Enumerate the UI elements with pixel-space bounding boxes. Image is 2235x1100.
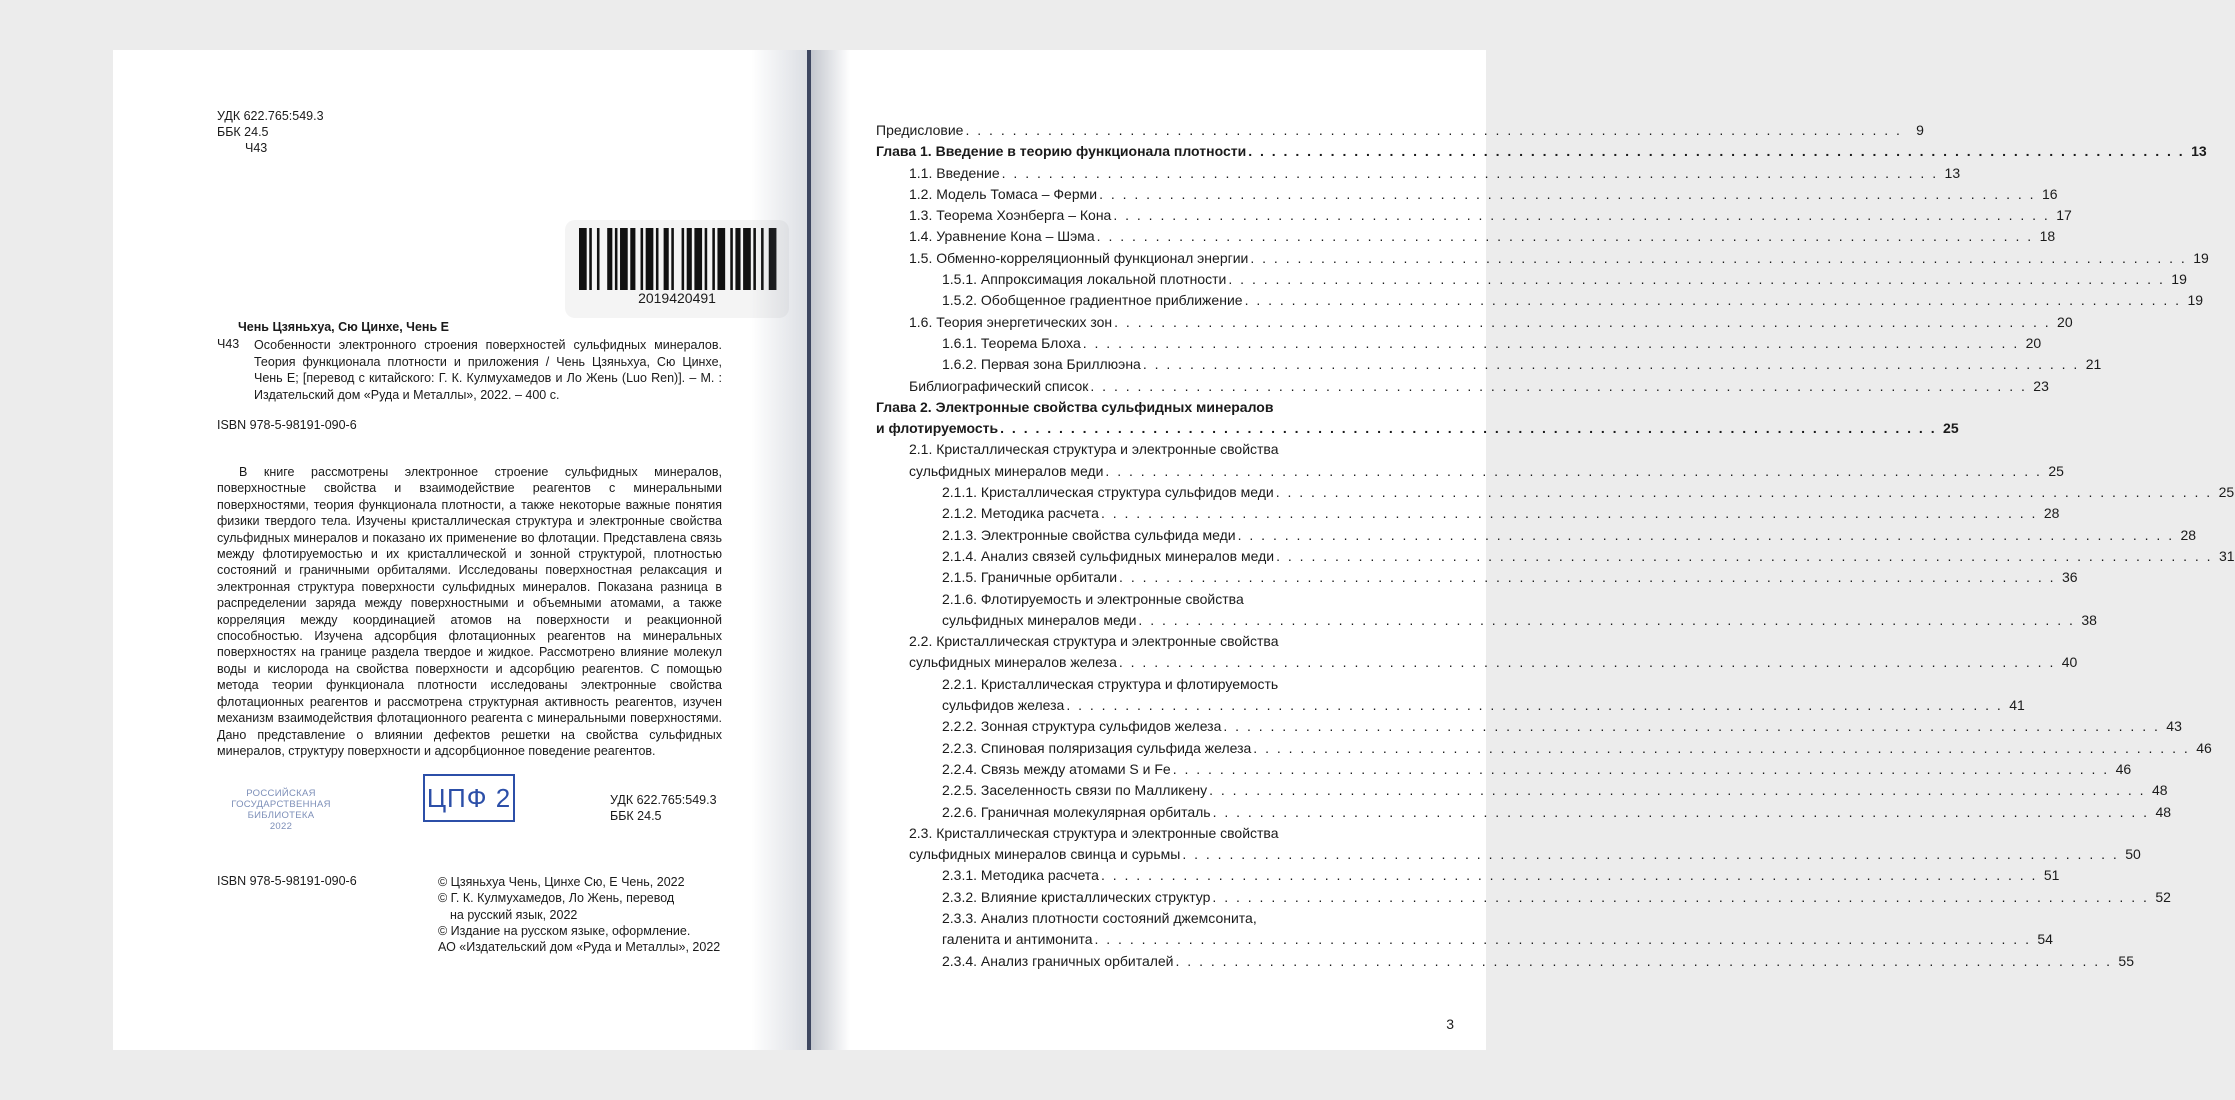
bibliographic-description: Особенности электронного строения поверхностей сульфидных минералов. Теория функционала плотности и приложения / Чень Цзяньхуа, Сю Цинхе, Чень Е; [перевод с китайского: Г. К. Кулмухамедов и Ло Жень (Luo Ren)]. – М. : Издательский дом «Руда и Металлы», 2022. – 400 с. <box>254 338 722 402</box>
toc-entry <box>876 141 2207 162</box>
toc-entry-title: 2.2.2. Зонная структура сульфидов железа <box>942 718 1222 735</box>
toc-leader-dots: . . . . . . . . . . . . . . . . . . . . . . . . . . . . . . . . . . . . . . . . . . . . . . . . . . . . . . . . . . . . . . . . . . . . . . . . . . . . . . . . <box>1250 249 2187 266</box>
toc-leader-dots: . . . . . . . . . . . . . . . . . . . . . . . . . . . . . . . . . . . . . . . . . . . . . . . . . . . . . . . . . . . . . . . . . . . . . . . . . . . . . . . . <box>1275 484 2213 501</box>
toc-entry-title: 2.3.4. Анализ граничных орбиталей <box>942 952 1174 969</box>
toc-leader-dots: . . . . . . . . . . . . . . . . . . . . . . . . . . . . . . . . . . . . . . . . . . . . . . . . . . . . . . . . . . . . . . . . . . . . . . . . . . . . . . . . <box>1209 782 2146 799</box>
toc-entry <box>876 354 2102 375</box>
toc-leader-dots: . . . . . . . . . . . . . . . . . . . . . . . . . . . . . . . . . . . . . . . . . . . . . . . . . . . . . . . . . . . . . . . . . . . . . . . . . . . . . . . . <box>1228 271 2165 288</box>
toc-entry <box>876 418 1959 439</box>
toc-leader-dots: . . . . . . . . . . . . . . . . . . . . . . . . . . . . . . . . . . . . . . . . . . . . . . . . . . . . . . . . . . . . . . . . . . . . . . . . . . . . . . . . <box>1138 611 2075 628</box>
toc-entry-title: 1.5.1. Аппроксимация локальной плотности <box>942 271 1227 288</box>
toc-entry <box>876 887 2171 908</box>
toc-entry-title: 2.2.6. Граничная молекулярная орбиталь <box>942 803 1211 820</box>
toc-entry-title: Глава 2. Электронные свойства сульфидных минералов <box>876 398 1274 415</box>
toc-entry-title: 2.3.1. Методика расчета <box>942 867 1099 884</box>
toc-entry-page: 52 <box>2155 888 2171 905</box>
toc-leader-dots: . . . . . . . . . . . . . . . . . . . . . . . . . . . . . . . . . . . . . . . . . . . . . . . . . . . . . . . . . . . . . . . . . . . . . . . . . . . . . . . . <box>1118 654 2056 671</box>
toc-entry-page: 9 <box>1916 122 1924 138</box>
toc-entry-title: 2.3. Кристаллическая структура и электронные свойства <box>909 824 1279 841</box>
toc-entry-title: 2.2. Кристаллическая структура и электронные свойства <box>909 633 1279 650</box>
toc-entry <box>876 695 2025 716</box>
toc-entry-title: и флотируемость <box>876 420 999 437</box>
toc-entry <box>876 823 1404 844</box>
toc-leader-dots: . . . . . . . . . . . . . . . . . . . . . . . . . . . . . . . . . . . . . . . . . . . . . . . . . . . . . . . . . . . . . . . . . . . . . . . . . . . . . . . . <box>1066 697 2003 714</box>
toc-entry-title: 2.1. Кристаллическая структура и электронные свойства <box>909 441 1279 458</box>
toc-entry <box>876 503 2060 524</box>
toc-entry-title: 2.1.1. Кристаллическая структура сульфидов меди <box>942 484 1274 501</box>
toc-entry-page: 19 <box>2187 292 2204 309</box>
toc-entry-page: 13 <box>1944 164 1961 181</box>
toc-entry-page: 20 <box>2057 313 2073 330</box>
toc-entry-title: Библиографический список <box>909 377 1089 394</box>
toc-entry-title: 2.1.4. Анализ связей сульфидных минералов меди <box>942 547 1275 564</box>
gutter-shadow <box>751 50 811 1050</box>
toc-entry <box>876 802 2172 823</box>
udk-line: УДК 622.765:549.3 <box>610 793 717 807</box>
toc-entry-title: сульфидных минералов железа <box>909 654 1117 671</box>
toc-entry <box>876 759 2132 780</box>
toc-entry-page: 21 <box>2085 356 2102 373</box>
toc-leader-dots: . . . . . . . . . . . . . . . . . . . . . . . . . . . . . . . . . . . . . . . . . . . . . . . . . . . . . . . . . . . . . . . . . . . . . . . . . . . . . . . . <box>1000 420 1937 437</box>
toc-entry <box>876 589 1404 610</box>
toc-entry <box>876 333 2042 354</box>
toc-leader-dots: . . . . . . . . . . . . . . . . . . . . . . . . . . . . . . . . . . . . . . . . . . . . . . . . . . . . . . . . . . . . . . . . . . . . . . . . . . . . . . . . <box>1001 164 1939 181</box>
barcode-number: 2019420491 <box>638 290 716 306</box>
right-page <box>810 50 2235 1050</box>
book-authors: Чень Цзяньхуа, Сю Цинхе, Чень Е <box>238 320 449 334</box>
toc-entry <box>876 716 2182 737</box>
left-page <box>113 50 811 1050</box>
isbn-bottom: ISBN 978-5-98191-090-6 <box>217 874 357 888</box>
toc-entry-page: 36 <box>2061 569 2078 586</box>
toc-entry-title: 1.6. Теория энергетических зон <box>909 313 1113 330</box>
copyright-line: © Цзяньхуа Чень, Цинхе Сю, Е Чень, 2022 <box>438 875 685 889</box>
toc-entry <box>876 525 2197 546</box>
toc-entry-title: 2.2.5. Заселенность связи по Малликену <box>942 782 1208 799</box>
toc-leader-dots: . . . . . . . . . . . . . . . . . . . . . . . . . . . . . . . . . . . . . . . . . . . . . . . . . . . . . . . . . . . . . . . . . . . . . . . . . . . . . . . . <box>1212 803 2150 820</box>
toc-entry-page: 17 <box>2056 207 2072 224</box>
library-stamp <box>221 788 341 832</box>
stamp-line: 2022 <box>269 821 293 832</box>
toc-leader-dots: . . . . . . . . . . . . . . . . . . . . . . . . . . . . . . . . . . . . . . . . . . . . . . . . . . . . . . . . . . . . . . . . . . . . . . . . . . . . . . . . <box>1142 356 2080 373</box>
table-of-contents <box>876 120 2235 972</box>
toc-entry-page: 46 <box>2115 760 2132 777</box>
book-abstract: В книге рассмотрены электронное строение сульфидных минералов, поверхностные свойства и взаимодействие реагентов с минеральными поверхностями, теория функционала плотности, а также некоторые важные понятия физики твердого тела. Изучены кристаллическая структура и электронные свойства сульфидных минералов и показано их применение во флотации. Представлена связь между флотируемостью и их кристаллической и зонной структурой, плотностью состояний и граничными орбиталями. Исследованы поверхностная релаксация и электронная структура поверхности сульфидных минералов. Показана разница в распределении заряда между поверхностными и объемными атомами, а также корреляция между координацией атомов на поверхности и реакционной способностью. Изучена адсорбция флотационных реагентов на минеральных поверхностях на границе раздела твердое и жидкое. Рассмотрено влияние молекул воды и кислорода на свойства поверхности и адсорбцию реагентов. С помощью метода теории функционала плотности исследованы электронные свойства флотационных реагентов и рассмотрена структурная активность реагентов, изучен механизм взаимодействия флотационного реагента с минеральными поверхностями. Дано представление о влиянии дефектов решетки на свойства сульфидных минералов, структуру поверхности и адсорбционное поведение реагентов. <box>217 465 722 758</box>
toc-entry-title: 2.2.3. Спиновая поляризация сульфида железа <box>942 739 1252 756</box>
toc-leader-dots: . . . . . . . . . . . . . . . . . . . . . . . . . . . . . . . . . . . . . . . . . . . . . . . . . . . . . . . . . . . . . . . . . . . . . . . . . . . . . . . . <box>1253 739 2190 756</box>
gutter-shadow <box>810 50 850 1050</box>
toc-entry-title: 1.1. Введение <box>909 164 1000 181</box>
toc-entry <box>876 546 2235 567</box>
toc-entry-page: 41 <box>2009 697 2025 714</box>
toc-entry-title: 1.5. Обменно-корреляционный функционал энергии <box>909 249 1249 266</box>
toc-entry <box>876 205 2072 226</box>
toc-entry-page: 31 <box>2219 547 2235 564</box>
toc-entry-page: 28 <box>2043 505 2060 522</box>
toc-entry <box>876 290 2204 311</box>
copyright-line: © Издание на русском языке, оформление. <box>438 923 691 938</box>
udk-block-bottom <box>610 792 717 824</box>
toc-entry <box>876 631 1404 652</box>
toc-entry-title: 2.1.6. Флотируемость и электронные свойства <box>942 590 1244 607</box>
toc-leader-dots: . . . . . . . . . . . . . . . . . . . . . . . . . . . . . . . . . . . . . . . . . . . . . . . . . . . . . . . . . . . . . . . . . . . . . . . . . . . . . . . . <box>1105 462 2042 479</box>
toc-entry <box>876 461 2064 482</box>
toc-leader-dots: . . . . . . . . . . . . . . . . . . . . . . . . . . . . . . . . . . . . . . . . . . . . . . . . . . . . . . . . . . . . . . . . . . . . . . . . . . . . . . . . <box>1090 377 2027 394</box>
toc-entry-title: 1.6.2. Первая зона Бриллюэна <box>942 356 1141 373</box>
toc-entry <box>876 865 2060 886</box>
toc-entry-title: 2.2.1. Кристаллическая структура и флотируемость <box>942 675 1279 692</box>
cpf-stamp: ЦПФ 2 <box>423 774 515 822</box>
toc-entry-page: 25 <box>2048 462 2064 479</box>
cipher-line: Ч43 <box>245 141 268 155</box>
toc-entry <box>876 248 2209 269</box>
toc-entry <box>876 780 2168 801</box>
toc-entry-title: 2.1.2. Методика расчета <box>942 505 1099 522</box>
toc-entry-page: 48 <box>2155 803 2172 820</box>
copyright-line: © Г. К. Кулмухамедов, Ло Жень, перевод <box>438 891 675 906</box>
toc-entry-title: сульфидных минералов свинца и сурьмы <box>909 846 1181 863</box>
toc-entry <box>876 844 2141 865</box>
toc-leader-dots: . . . . . . . . . . . . . . . . . . . . . . . . . . . . . . . . . . . . . . . . . . . . . . . . . . . . . . . . . . . . . . . . . . . . . . . . . . . . . . . . <box>1172 760 2110 777</box>
toc-entry-page: 54 <box>2037 931 2053 948</box>
toc-entry-title: Глава 1. Введение в теорию функционала плотности <box>876 143 1247 160</box>
toc-entry <box>876 312 2073 333</box>
bbk-line: ББК 24.5 <box>217 125 269 139</box>
toc-leader-dots: . . . . . . . . . . . . . . . . . . . . . . . . . . . . . . . . . . . . . . . . . . . . . . . . . . . . . . . . . . . . . . . . . . . . . . . . . . . . . . . . <box>1223 718 2160 735</box>
toc-entry-title: 1.5.2. Обобщенное градиентное приближение <box>942 292 1243 309</box>
toc-leader-dots: . . . . . . . . . . . . . . . . . . . . . . . . . . . . . . . . . . . . . . . . . . . . . . . . . . . . . . . . . . . . . . . . . . . . . . . . . . . . . . . . <box>1113 207 2050 224</box>
toc-entry-page: 46 <box>2196 739 2212 756</box>
udk-block-top <box>217 108 324 156</box>
toc-entry <box>876 376 2049 397</box>
toc-leader-dots: . . . . . . . . . . . . . . . . . . . . . . . . . . . . . . . . . . . . . . . . . . . . . . . . . . . . . . . . . . . . . . . . . . . . . . . . . . . . . . . . <box>1276 547 2213 564</box>
toc-entry-title: 2.1.5. Граничные орбитали <box>942 569 1118 586</box>
toc-entry-title: сульфидов железа <box>942 697 1065 714</box>
stamp-line: РОССИЙСКАЯ <box>246 788 316 799</box>
toc-entry <box>876 184 2058 205</box>
toc-entry-page: 20 <box>2025 334 2042 351</box>
toc-leader-dots: . . . . . . . . . . . . . . . . . . . . . . . . . . . . . . . . . . . . . . . . . . . . . . . . . . . . . . . . . . . . . . . . . . . . . . . . . . . . . . . . <box>1100 867 2038 884</box>
isbn-top: ISBN 978-5-98191-090-6 <box>217 418 357 432</box>
copyright-block <box>438 874 720 955</box>
toc-entry-page: 13 <box>2191 143 2207 160</box>
toc-entry-title: 2.1.3. Электронные свойства сульфида меди <box>942 526 1236 543</box>
copyright-line: на русский язык, 2022 <box>450 907 578 922</box>
toc-entry-page: 50 <box>2125 846 2141 863</box>
toc-entry-title: 2.3.2. Влияние кристаллических структур <box>942 888 1211 905</box>
toc-leader-dots: . . . . . . . . . . . . . . . . . . . . . . . . . . . . . . . . . . . . . . . . . . . . . . . . . . . . . . . . . . . . . . . . . . . . . . . . . . . . . . . . <box>965 122 1902 138</box>
toc-entry-title: 2.3.3. Анализ плотности состояний джемсонита, <box>942 909 1257 926</box>
copyright-line: АО «Издательский дом «Руда и Металлы», 2022 <box>438 940 721 955</box>
toc-entry <box>876 163 1961 184</box>
toc-entry-title: 1.4. Уравнение Кона – Шэма <box>909 228 1095 245</box>
toc-entry <box>876 120 1924 141</box>
toc-entry-page: 40 <box>2061 654 2078 671</box>
toc-entry-page: 25 <box>1943 420 1959 437</box>
toc-entry-page: 55 <box>2118 952 2134 969</box>
toc-leader-dots: . . . . . . . . . . . . . . . . . . . . . . . . . . . . . . . . . . . . . . . . . . . . . . . . . . . . . . . . . . . . . . . . . . . . . . . . . . . . . . . . <box>1237 526 2175 543</box>
toc-entry-page: 48 <box>2151 782 2168 799</box>
toc-entry <box>876 226 2056 247</box>
stamp-line: ГОСУДАРСТВЕННАЯ <box>231 799 331 810</box>
toc-entry <box>876 674 1404 695</box>
toc-entry-page: 18 <box>2039 228 2056 245</box>
udk-line: УДК 622.765:549.3 <box>217 109 324 123</box>
toc-leader-dots: . . . . . . . . . . . . . . . . . . . . . . . . . . . . . . . . . . . . . . . . . . . . . . . . . . . . . . . . . . . . . . . . . . . . . . . . . . . . . . . . <box>1094 931 2031 948</box>
toc-leader-dots: . . . . . . . . . . . . . . . . . . . . . . . . . . . . . . . . . . . . . . . . . . . . . . . . . . . . . . . . . . . . . . . . . . . . . . . . . . . . . . . . <box>1100 505 2038 522</box>
toc-entry <box>876 929 2053 950</box>
toc-entry-page: 51 <box>2043 867 2060 884</box>
toc-leader-dots: . . . . . . . . . . . . . . . . . . . . . . . . . . . . . . . . . . . . . . . . . . . . . . . . . . . . . . . . . . . . . . . . . . . . . . . . . . . . . . . . <box>1082 334 2020 351</box>
toc-entry-page: 19 <box>2193 249 2209 266</box>
toc-entry-title: 1.3. Теорема Хоэнберга – Кона <box>909 207 1112 224</box>
toc-entry <box>876 738 2212 759</box>
page-number: 3 <box>1446 1016 1454 1032</box>
toc-entry-title: 1.6.1. Теорема Блоха <box>942 334 1081 351</box>
toc-entry-title: 2.2.4. Связь между атомами S и Fe <box>942 760 1171 777</box>
toc-entry-title: сульфидных минералов меди <box>942 611 1137 628</box>
toc-leader-dots: . . . . . . . . . . . . . . . . . . . . . . . . . . . . . . . . . . . . . . . . . . . . . . . . . . . . . . . . . . . . . . . . . . . . . . . . . . . . . . . . <box>1182 846 2119 863</box>
toc-entry-page: 38 <box>2081 611 2097 628</box>
toc-entry-page: 19 <box>2171 271 2187 288</box>
toc-leader-dots: . . . . . . . . . . . . . . . . . . . . . . . . . . . . . . . . . . . . . . . . . . . . . . . . . . . . . . . . . . . . . . . . . . . . . . . . . . . . . . . . <box>1212 888 2149 905</box>
toc-entry-page: 25 <box>2218 484 2235 501</box>
toc-entry <box>876 567 2078 588</box>
toc-leader-dots: . . . . . . . . . . . . . . . . . . . . . . . . . . . . . . . . . . . . . . . . . . . . . . . . . . . . . . . . . . . . . . . . . . . . . . . . . . . . . . . . <box>1119 569 2056 586</box>
toc-entry <box>876 269 2187 290</box>
bbk-line: ББК 24.5 <box>610 809 662 823</box>
toc-entry <box>876 951 2134 972</box>
book-gutter <box>807 50 811 1050</box>
toc-leader-dots: . . . . . . . . . . . . . . . . . . . . . . . . . . . . . . . . . . . . . . . . . . . . . . . . . . . . . . . . . . . . . . . . . . . . . . . . . . . . . . . . <box>1114 313 2051 330</box>
toc-entry <box>876 397 1404 418</box>
toc-leader-dots: . . . . . . . . . . . . . . . . . . . . . . . . . . . . . . . . . . . . . . . . . . . . . . . . . . . . . . . . . . . . . . . . . . . . . . . . . . . . . . . . <box>1248 143 2185 160</box>
toc-entry-title: Предисловие <box>876 122 964 138</box>
toc-entry-page: 43 <box>2166 718 2182 735</box>
toc-entry-title: 1.2. Модель Томаса – Ферми <box>909 185 1098 202</box>
toc-leader-dots: . . . . . . . . . . . . . . . . . . . . . . . . . . . . . . . . . . . . . . . . . . . . . . . . . . . . . . . . . . . . . . . . . . . . . . . . . . . . . . . . <box>1099 185 2036 202</box>
toc-entry-page: 23 <box>2033 377 2049 394</box>
toc-entry-title: сульфидных минералов меди <box>909 462 1104 479</box>
author-cipher: Ч43 <box>217 337 240 351</box>
stamp-line: БИБЛИОТЕКА <box>247 810 315 821</box>
toc-entry-title: галенита и антимонита <box>942 931 1093 948</box>
toc-entry-page: 16 <box>2041 185 2058 202</box>
toc-leader-dots: . . . . . . . . . . . . . . . . . . . . . . . . . . . . . . . . . . . . . . . . . . . . . . . . . . . . . . . . . . . . . . . . . . . . . . . . . . . . . . . . <box>1096 228 2034 245</box>
toc-entry <box>876 908 1404 929</box>
toc-entry <box>876 610 2097 631</box>
barcode-icon <box>579 228 779 290</box>
toc-entry <box>876 439 1404 460</box>
toc-entry <box>876 652 2078 673</box>
toc-entry <box>876 482 2235 503</box>
toc-leader-dots: . . . . . . . . . . . . . . . . . . . . . . . . . . . . . . . . . . . . . . . . . . . . . . . . . . . . . . . . . . . . . . . . . . . . . . . . . . . . . . . . <box>1175 952 2112 969</box>
toc-entry-page: 28 <box>2180 526 2197 543</box>
toc-leader-dots: . . . . . . . . . . . . . . . . . . . . . . . . . . . . . . . . . . . . . . . . . . . . . . . . . . . . . . . . . . . . . . . . . . . . . . . . . . . . . . . . <box>1244 292 2182 309</box>
